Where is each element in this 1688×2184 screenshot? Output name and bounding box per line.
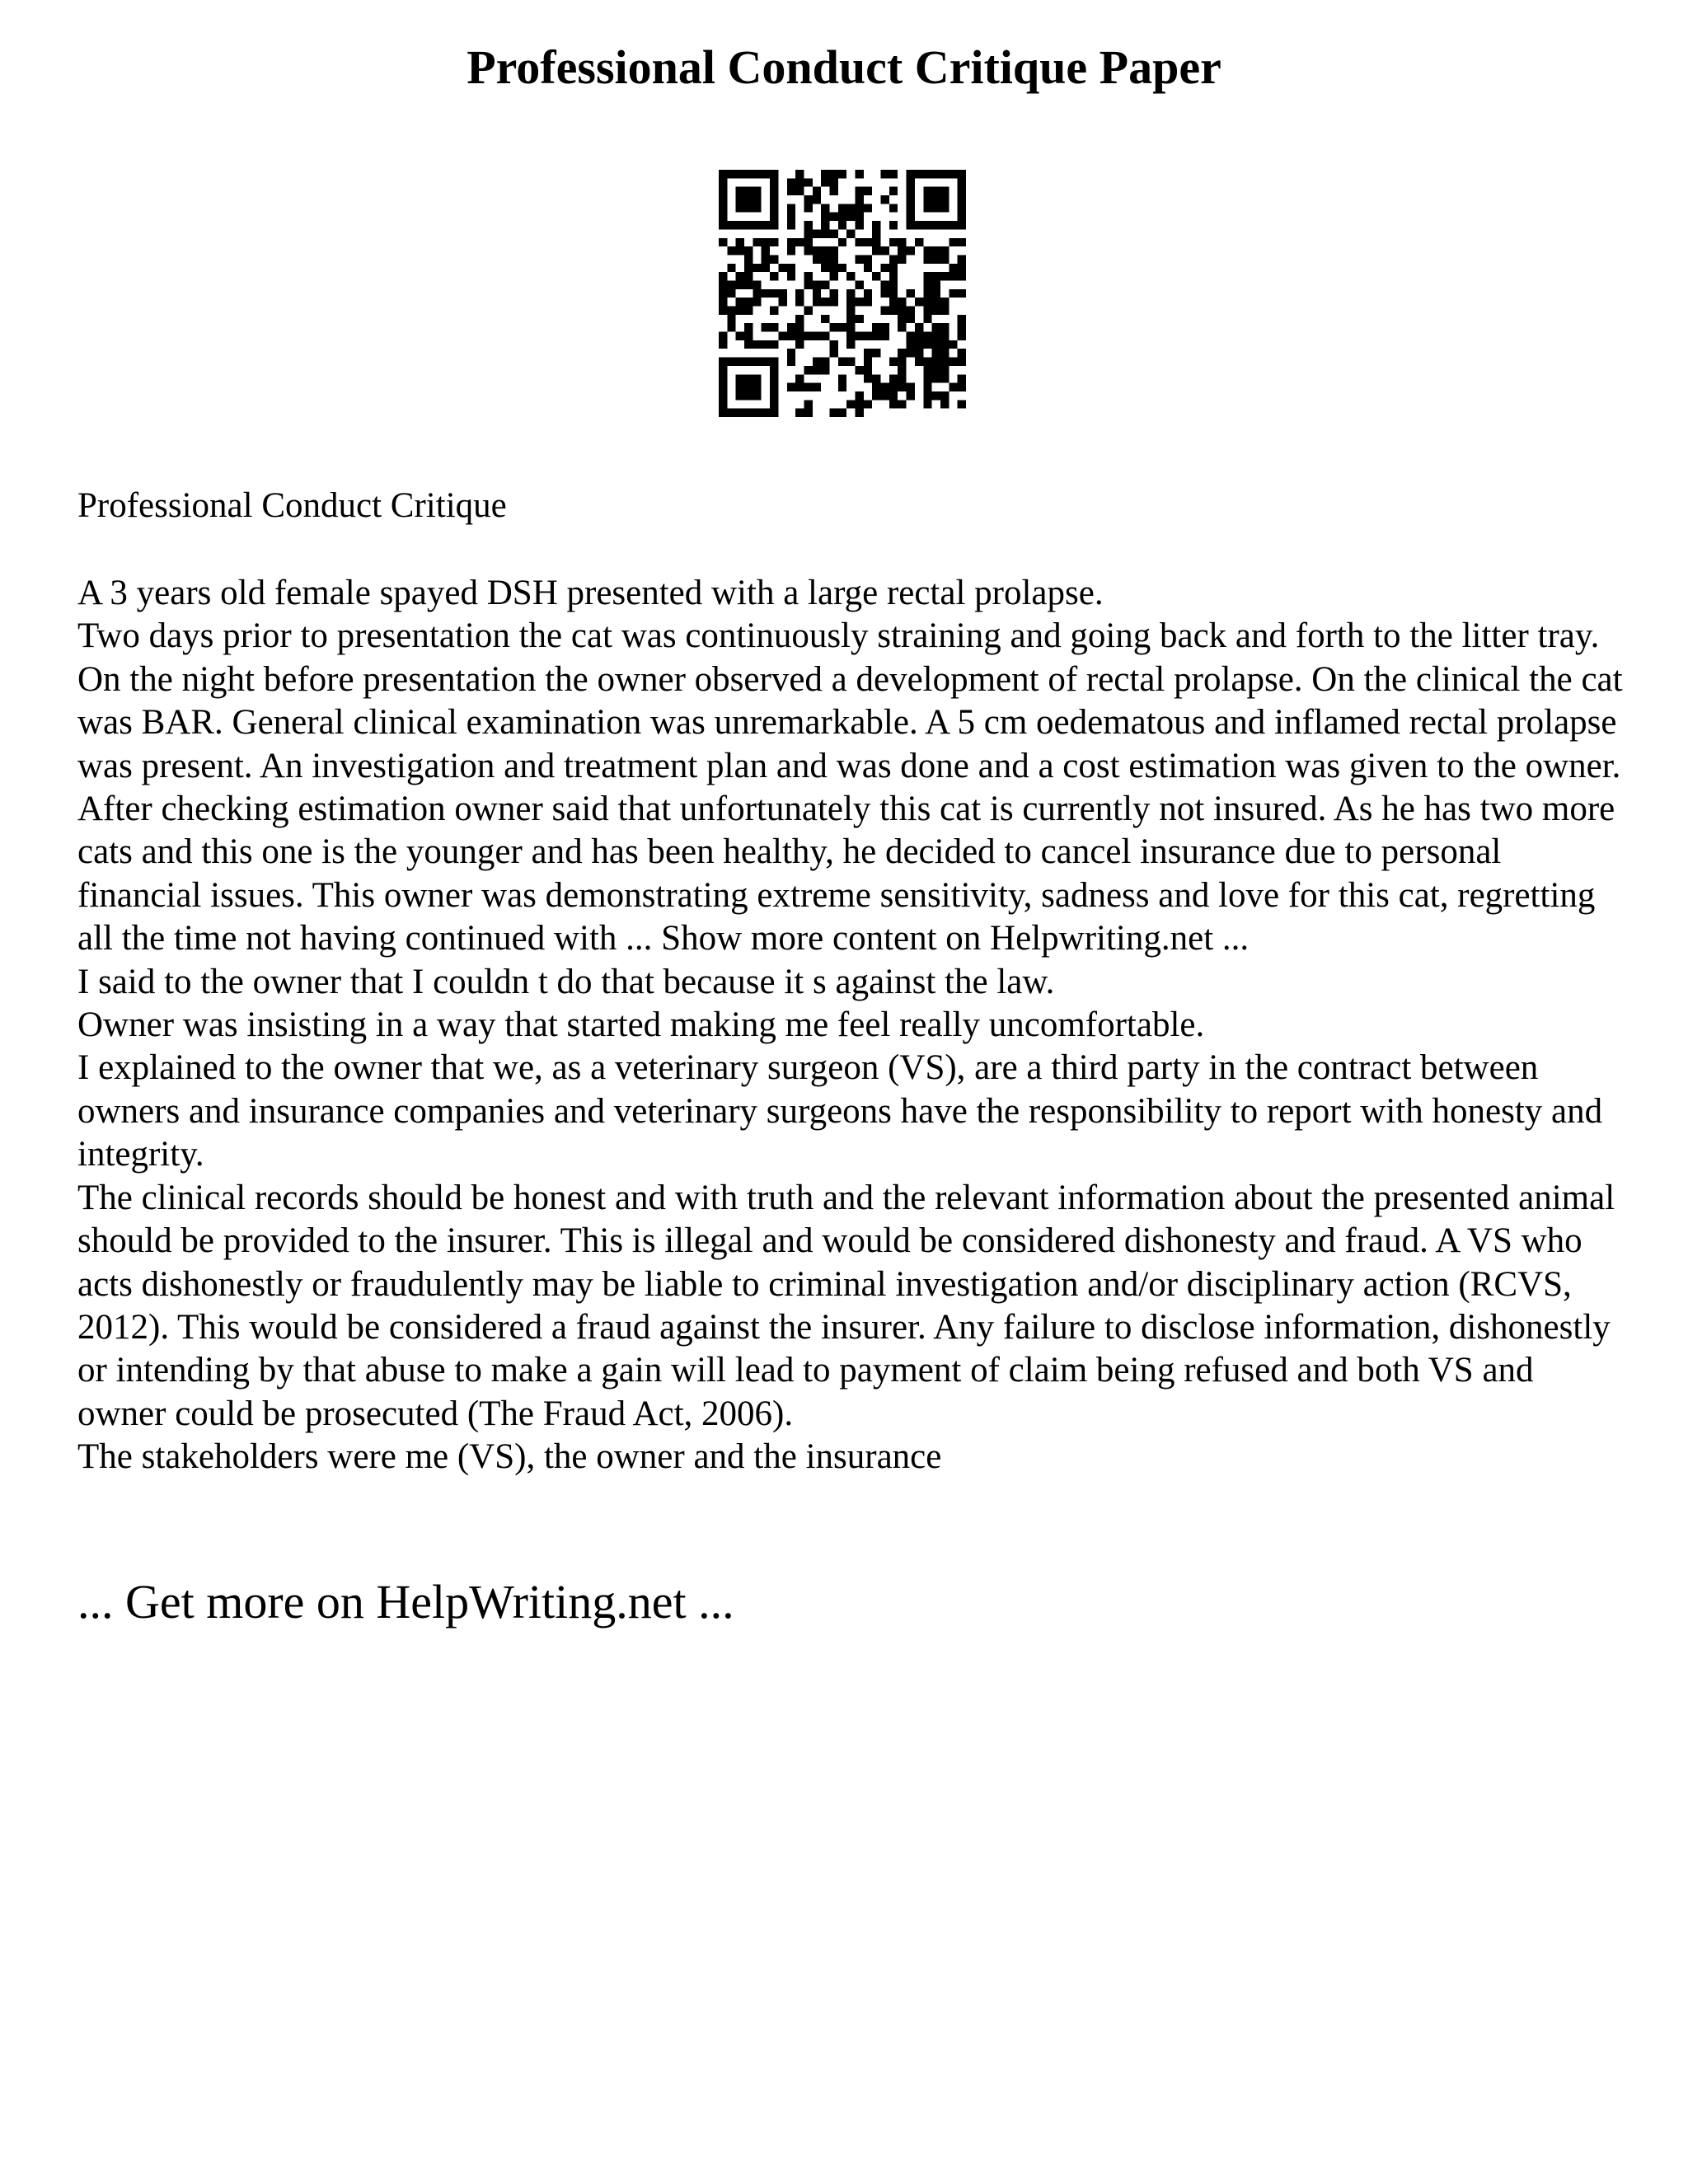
paragraph: A 3 years old female spayed DSH presented with a large rectal prolapse.: [77, 574, 1104, 612]
document-subheading: Professional Conduct Critique: [77, 486, 507, 525]
paragraph: The clinical records should be honest and with truth and the relevant information about the presented animal should be provided to the insurer. This is illegal and would be considered dishonesty and fraud. A VS who acts dishonestly or fraudulently may be liable to criminal investigation and/or disciplinary action (RCVS, 2012). This would be considered a fraud against the insurer. Any failure to disclose information, dishonestly or intending by that abuse to make a gain will lead to payment of claim being refused and both VS and owner could be prosecuted (The Fraud Act, 2006).: [77, 1178, 1615, 1433]
document-body: [77, 572, 1627, 1479]
paragraph: Two days prior to presentation the cat was continuously straining and going back and forth to the litter tray. On the night before presentation the owner observed a development of rectal prolapse. On the clinical the cat was BAR. General clinical examination was unremarkable. A 5 cm oedematous and inflamed rectal prolapse was present. An investigation and treatment plan and was done and a cost estimation was given to the owner.: [77, 616, 1623, 785]
page-title: Professional Conduct Critique Paper: [467, 40, 1221, 94]
paragraph: The stakeholders were me (VS), the owner and the insurance: [77, 1437, 942, 1477]
paragraph: I explained to the owner that we, as a veterinary surgeon (VS), are a third party in the contract between owners and insurance companies and veterinary surgeons have the responsibility to report with honesty and integrity.: [77, 1048, 1603, 1174]
qr-code-icon: [719, 170, 966, 417]
paragraph: I said to the owner that I couldn t do that because it s against the law.: [77, 962, 1055, 1001]
paragraph: After checking estimation owner said that unfortunately this cat is currently not insured. As he has two more cats and this one is the younger and has been healthy, he decided to cancel insurance due to personal financial issues. This owner was demonstrating extreme sensitivity, sadness and love for this cat, regretting all the time not having continued with ... Show more content on Helpwriting.net ...: [77, 790, 1615, 958]
get-more-link[interactable]: ... Get more on HelpWriting.net ...: [77, 1575, 734, 1629]
paragraph: Owner was insisting in a way that started making me feel really uncomfortable.: [77, 1005, 1205, 1045]
